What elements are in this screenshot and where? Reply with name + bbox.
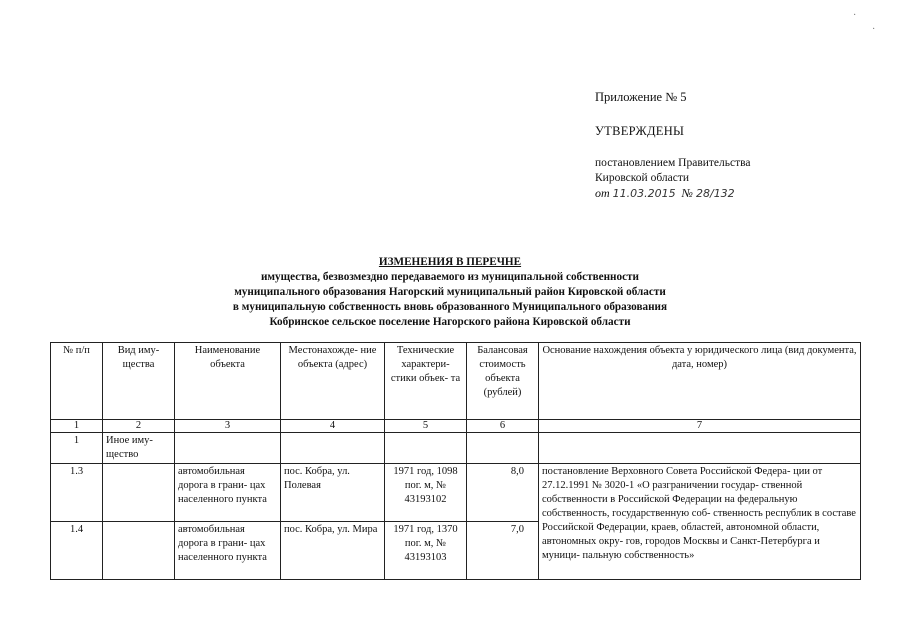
column-number: 2 <box>103 420 175 433</box>
table-row-group <box>51 433 861 464</box>
approved-label: УТВЕРЖДЕНЫ <box>595 124 685 138</box>
object-tech: 1971 год, 1370 пог. м, № 43193103 <box>385 522 467 580</box>
ownership-basis: постановление Верховного Совета Российской Федера- ции от 27.12.1991 № 3020-1 «О разграничении государ- ственной собственности в Российской Федерации на федеральную собственность, государственную соб- ственность республик в составе Российской Федерации, краев, областей, автономной области, автономных окру- гов, городов Москвы и Санкт-Петербурга и муници- пальную собственность» <box>539 464 861 580</box>
header-cell: Вид иму- щества <box>103 343 175 420</box>
scan-speck: · <box>853 10 857 21</box>
column-number: 3 <box>175 420 281 433</box>
title-line-3: муниципального образования Нагорский муниципальный район Кировской области <box>234 286 666 298</box>
column-number: 1 <box>51 420 103 433</box>
table-row <box>51 464 861 522</box>
handwritten-number: 28/132 <box>695 187 735 200</box>
object-value: 7,0 <box>467 522 539 580</box>
row-number: 1 <box>51 433 103 464</box>
handwritten-date: 11.03.2015 <box>612 187 676 200</box>
table-header-row <box>51 343 861 420</box>
column-number: 6 <box>467 420 539 433</box>
decree-line-1: постановлением Правительства <box>595 157 751 169</box>
column-number: 5 <box>385 420 467 433</box>
object-name: автомобильная дорога в грани- цах населенного пункта <box>175 464 281 522</box>
header-cell: Наименование объекта <box>175 343 281 420</box>
column-number: 7 <box>539 420 861 433</box>
appendix-label: Приложение № 5 <box>595 90 687 104</box>
object-address: пос. Кобра, ул. Полевая <box>281 464 385 522</box>
decree-block <box>595 156 751 201</box>
title-line-5: Кобринское сельское поселение Нагорского района Кировской области <box>269 316 631 328</box>
scan-speck: · <box>872 24 876 35</box>
object-tech: 1971 год, 1098 пог. м, № 43193102 <box>385 464 467 522</box>
document-title <box>150 255 750 330</box>
column-number-row <box>51 420 861 433</box>
header-cell: Балансовая стоимость объекта (рублей) <box>467 343 539 420</box>
title-line-1: ИЗМЕНЕНИЯ В ПЕРЕЧНЕ <box>378 256 522 268</box>
property-table <box>50 342 861 580</box>
column-number: 4 <box>281 420 385 433</box>
object-value: 8,0 <box>467 464 539 522</box>
object-address: пос. Кобра, ул. Мира <box>281 522 385 580</box>
date-prefix: от <box>595 186 610 200</box>
decree-line-2: Кировской области <box>595 172 690 184</box>
title-line-2: имущества, безвозмездно передаваемого из муниципальной собственности <box>260 271 639 283</box>
decree-date-line <box>595 186 751 201</box>
header-cell: Технические характери- стики объек- та <box>385 343 467 420</box>
title-line-4: в муниципальную собственность вновь образованного Муниципального образования <box>232 301 668 313</box>
object-name: автомобильная дорога в грани- цах населенного пункта <box>175 522 281 580</box>
number-prefix: № <box>681 186 693 200</box>
header-cell: Местонахожде- ние объекта (адрес) <box>281 343 385 420</box>
header-cell: Основание нахождения объекта у юридического лица (вид документа, дата, номер) <box>539 343 861 420</box>
property-type: Иное иму- щество <box>103 433 175 464</box>
row-number: 1.3 <box>51 464 103 522</box>
row-number: 1.4 <box>51 522 103 580</box>
header-cell: № п/п <box>51 343 103 420</box>
